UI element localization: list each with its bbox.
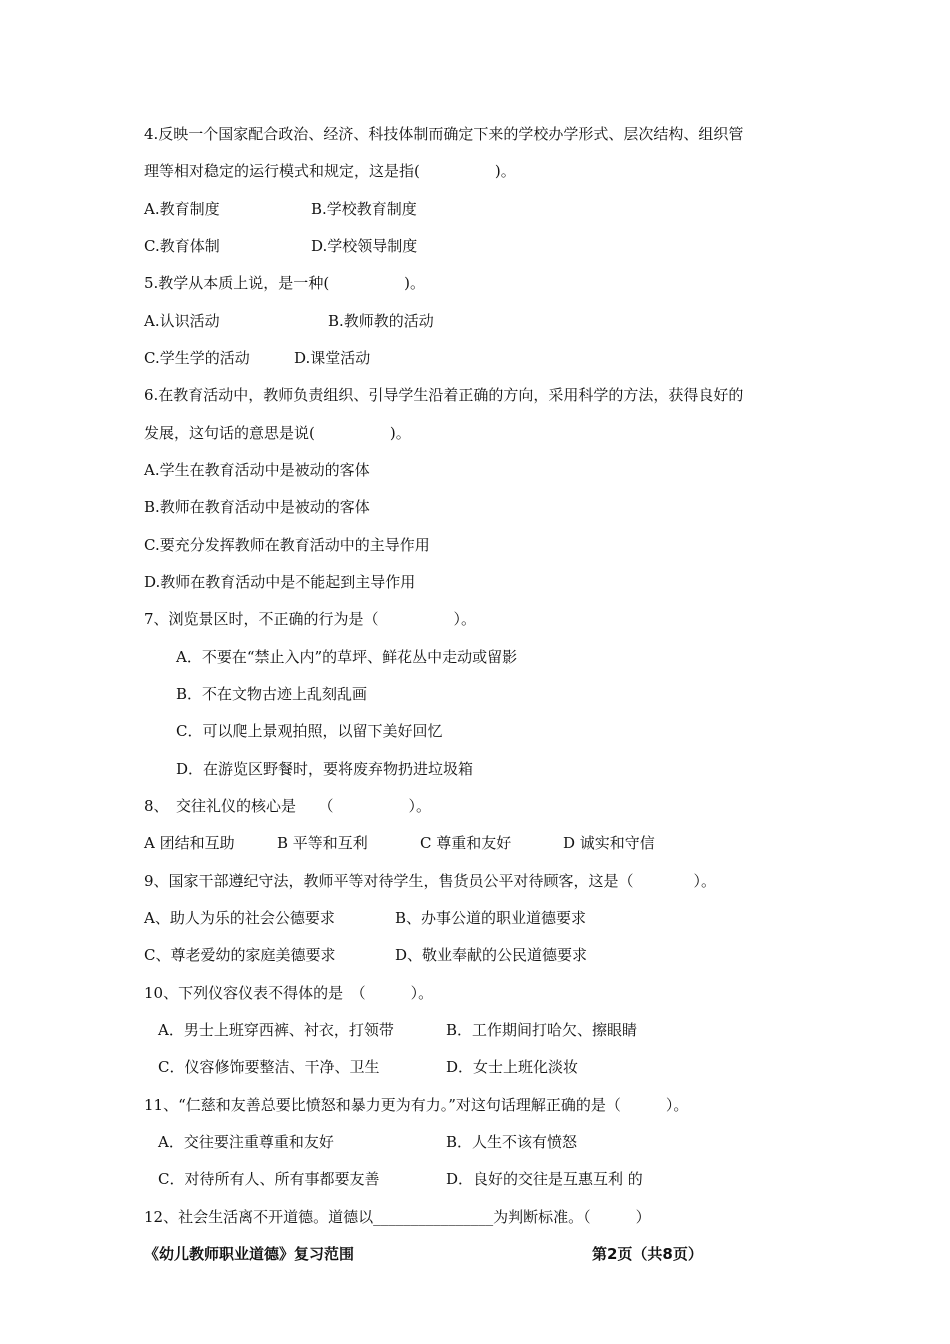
question-8-option-c: C 尊重和友好 (420, 834, 512, 852)
question-11-option-a: A．交往要注重尊重和友好 (158, 1133, 334, 1151)
question-6-option-b: B.教师在教育活动中是被动的客体 (144, 498, 370, 516)
question-4-line-2: 理等相对稳定的运行模式和规定，这是指( )。 (144, 162, 516, 180)
question-6-option-c: C.要充分发挥教师在教育活动中的主导作用 (144, 536, 430, 554)
question-5-option-c: C.学生学的活动 (144, 349, 250, 367)
question-8-option-a: A 团结和互助 (144, 834, 235, 852)
question-9-option-a: A、助人为乐的社会公德要求 (144, 909, 335, 927)
question-4-option-a: A.教育制度 (144, 200, 220, 218)
question-9-option-d: D、敬业奉献的公民道德要求 (395, 946, 588, 964)
question-4-option-c: C.教育体制 (144, 237, 220, 255)
question-11-option-b: B．人生不该有愤怒 (446, 1133, 578, 1151)
question-11-option-c: C．对待所有人、所有事都要友善 (158, 1170, 380, 1188)
footer-page-number: 第2页（共8页） (592, 1245, 703, 1263)
question-11-line-1: 11、“仁慈和友善总要比愤怒和暴力更为有力。”对这句话理解正确的是（ ）。 (144, 1096, 689, 1114)
question-7-option-c: C．可以爬上景观拍照，以留下美好回忆 (176, 722, 443, 740)
question-6-line-1: 6.在教育活动中，教师负责组织、引导学生沿着正确的方向，采用科学的方法，获得良好的 (144, 386, 744, 404)
question-8-line-1: 8、 交往礼仪的核心是 （ ）。 (144, 797, 432, 815)
question-10-option-b: B．工作期间打哈欠、擦眼睛 (446, 1021, 638, 1039)
question-8-option-b: B 平等和互利 (277, 834, 368, 852)
question-9-option-b: B、办事公道的职业道德要求 (395, 909, 587, 927)
question-10-option-a: A．男士上班穿西裤、衬衣，打领带 (158, 1021, 394, 1039)
question-7-option-d: D．在游览区野餐时，要将废弃物扔进垃圾箱 (176, 760, 474, 778)
question-6-option-a: A.学生在教育活动中是被动的客体 (144, 461, 370, 479)
question-4-option-d: D.学校领导制度 (311, 237, 418, 255)
question-6-option-d: D.教师在教育活动中是不能起到主导作用 (144, 573, 416, 591)
question-7-option-b: B．不在文物古迹上乱刻乱画 (176, 685, 368, 703)
question-11-option-d: D．良好的交往是互惠互利 的 (446, 1170, 643, 1188)
question-9-option-c: C、尊老爱幼的家庭美德要求 (144, 946, 336, 964)
question-12-line-1: 12、社会生活离不开道德。道德以________________为判断标准。（ ） (144, 1208, 651, 1226)
question-7-line-1: 7、浏览景区时，不正确的行为是（ ）。 (144, 610, 477, 628)
question-5-option-b: B.教师教的活动 (328, 312, 434, 330)
question-10-option-c: C．仪容修饰要整洁、干净、卫生 (158, 1058, 380, 1076)
question-5-option-d: D.课堂活动 (294, 349, 371, 367)
question-10-option-d: D．女士上班化淡妆 (446, 1058, 579, 1076)
footer-document-title: 《幼儿教师职业道德》复习范围 (144, 1245, 355, 1263)
question-8-option-d: D 诚实和守信 (563, 834, 655, 852)
question-7-option-a: A．不要在“禁止入内”的草坪、鲜花丛中走动或留影 (176, 648, 518, 666)
question-5-line-1: 5.教学从本质上说，是一种( )。 (144, 274, 426, 292)
question-10-line-1: 10、下列仪容仪表不得体的是 （ ）。 (144, 984, 434, 1002)
question-5-option-a: A.认识活动 (144, 312, 220, 330)
question-6-line-2: 发展，这句话的意思是说( )。 (144, 424, 411, 442)
question-9-line-1: 9、国家干部遵纪守法，教师平等对待学生，售货员公平对待顾客，这是（ ）。 (144, 872, 717, 890)
question-4-line-1: 4.反映一个国家配合政治、经济、科技体制而确定下来的学校办学形式、层次结构、组织管 (144, 125, 744, 143)
question-4-option-b: B.学校教育制度 (311, 200, 417, 218)
